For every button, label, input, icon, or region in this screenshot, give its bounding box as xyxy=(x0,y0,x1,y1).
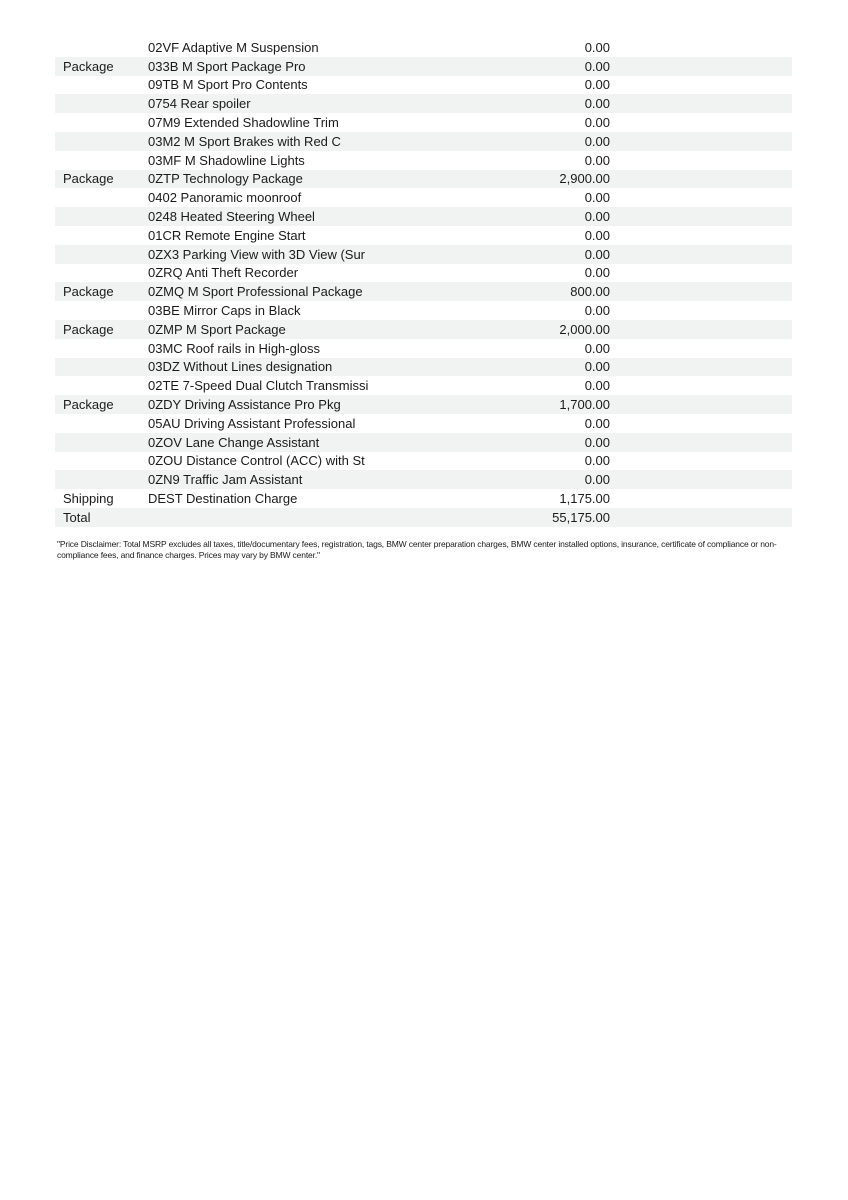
row-category-label: Package xyxy=(63,58,114,74)
option-code-description: 0ZRQ Anti Theft Recorder xyxy=(148,265,299,281)
table-row xyxy=(55,489,792,508)
option-code-description: 0ZTP Technology Package xyxy=(148,171,303,187)
option-price: 2,900.00 xyxy=(559,171,610,187)
option-code-description: 0ZMQ M Sport Professional Package xyxy=(148,284,363,300)
option-code-description: 02TE 7-Speed Dual Clutch Transmissi xyxy=(148,378,369,394)
table-row xyxy=(55,113,792,132)
option-code-description: 02VF Adaptive M Suspension xyxy=(148,39,319,55)
option-price: 0.00 xyxy=(584,472,610,488)
option-price: 0.00 xyxy=(584,190,610,206)
table-row xyxy=(55,301,792,320)
option-code-description: 0ZX3 Parking View with 3D View (Sur xyxy=(148,246,366,262)
option-price: 0.00 xyxy=(584,152,610,168)
option-code-description: 07M9 Extended Shadowline Trim xyxy=(148,115,339,131)
option-price: 0.00 xyxy=(584,77,610,93)
row-category-label: Package xyxy=(63,321,114,337)
option-price: 1,175.00 xyxy=(559,491,610,507)
option-code-description: 0ZOV Lane Change Assistant xyxy=(148,434,320,450)
table-row xyxy=(55,226,792,245)
option-price: 0.00 xyxy=(584,453,610,469)
option-code-description: DEST Destination Charge xyxy=(148,491,298,507)
table-row xyxy=(55,94,792,113)
option-price: 0.00 xyxy=(584,340,610,356)
option-price: 0.00 xyxy=(584,133,610,149)
option-price: 0.00 xyxy=(584,378,610,394)
row-category-label: Package xyxy=(63,171,114,187)
option-price: 0.00 xyxy=(584,434,610,450)
table-row xyxy=(55,57,792,76)
table-row xyxy=(55,170,792,189)
option-price: 0.00 xyxy=(584,246,610,262)
option-price: 800.00 xyxy=(570,284,610,300)
option-price: 1,700.00 xyxy=(559,397,610,413)
option-code-description: 0754 Rear spoiler xyxy=(148,96,251,112)
table-row xyxy=(55,264,792,283)
table-row xyxy=(55,132,792,151)
table-row xyxy=(55,508,792,527)
table-row xyxy=(55,320,792,339)
option-price: 0.00 xyxy=(584,359,610,375)
option-price: 2,000.00 xyxy=(559,321,610,337)
table-row xyxy=(55,38,792,57)
price-disclaimer: "Price Disclaimer: Total MSRP excludes all taxes, title/documentary fees, registration, tags, BMW center preparation charges, BMW center installed options, insurance, certificate of compliance or non-compliance fees, and finance charges. Prices may vary by BMW center." xyxy=(57,539,777,560)
table-row xyxy=(55,376,792,395)
table-row xyxy=(55,452,792,471)
table-row xyxy=(55,207,792,226)
table-row xyxy=(55,151,792,170)
option-code-description: 09TB M Sport Pro Contents xyxy=(148,77,308,93)
table-row xyxy=(55,358,792,377)
row-category-label: Package xyxy=(63,284,114,300)
option-code-description: 03MF M Shadowline Lights xyxy=(148,152,305,168)
row-category-label: Total xyxy=(63,509,91,525)
option-code-description: 0248 Heated Steering Wheel xyxy=(148,209,315,225)
option-price: 0.00 xyxy=(584,58,610,74)
option-code-description: 0ZMP M Sport Package xyxy=(148,321,286,337)
option-code-description: 0ZOU Distance Control (ACC) with St xyxy=(148,453,365,469)
option-price: 0.00 xyxy=(584,415,610,431)
table-row xyxy=(55,76,792,95)
option-code-description: 03M2 M Sport Brakes with Red C xyxy=(148,133,341,149)
option-code-description: 03DZ Without Lines designation xyxy=(148,359,333,375)
table-row xyxy=(55,188,792,207)
table-row xyxy=(55,470,792,489)
option-code-description: 0402 Panoramic moonroof xyxy=(148,190,302,206)
options-price-table xyxy=(55,38,792,527)
table-row xyxy=(55,433,792,452)
table-row xyxy=(55,339,792,358)
option-code-description: 05AU Driving Assistant Professional xyxy=(148,415,356,431)
option-price: 0.00 xyxy=(584,115,610,131)
option-code-description: 03MC Roof rails in High-gloss xyxy=(148,340,320,356)
option-code-description: 033B M Sport Package Pro xyxy=(148,58,306,74)
table-row xyxy=(55,414,792,433)
table-row xyxy=(55,245,792,264)
table-row xyxy=(55,395,792,414)
option-price: 55,175.00 xyxy=(552,509,610,525)
option-price: 0.00 xyxy=(584,227,610,243)
option-price: 0.00 xyxy=(584,96,610,112)
row-category-label: Shipping xyxy=(63,491,114,507)
option-price: 0.00 xyxy=(584,303,610,319)
table-row xyxy=(55,282,792,301)
option-price: 0.00 xyxy=(584,39,610,55)
option-price: 0.00 xyxy=(584,265,610,281)
option-code-description: 03BE Mirror Caps in Black xyxy=(148,303,301,319)
option-price: 0.00 xyxy=(584,209,610,225)
option-code-description: 0ZN9 Traffic Jam Assistant xyxy=(148,472,303,488)
row-category-label: Package xyxy=(63,397,114,413)
option-code-description: 01CR Remote Engine Start xyxy=(148,227,306,243)
option-code-description: 0ZDY Driving Assistance Pro Pkg xyxy=(148,397,341,413)
